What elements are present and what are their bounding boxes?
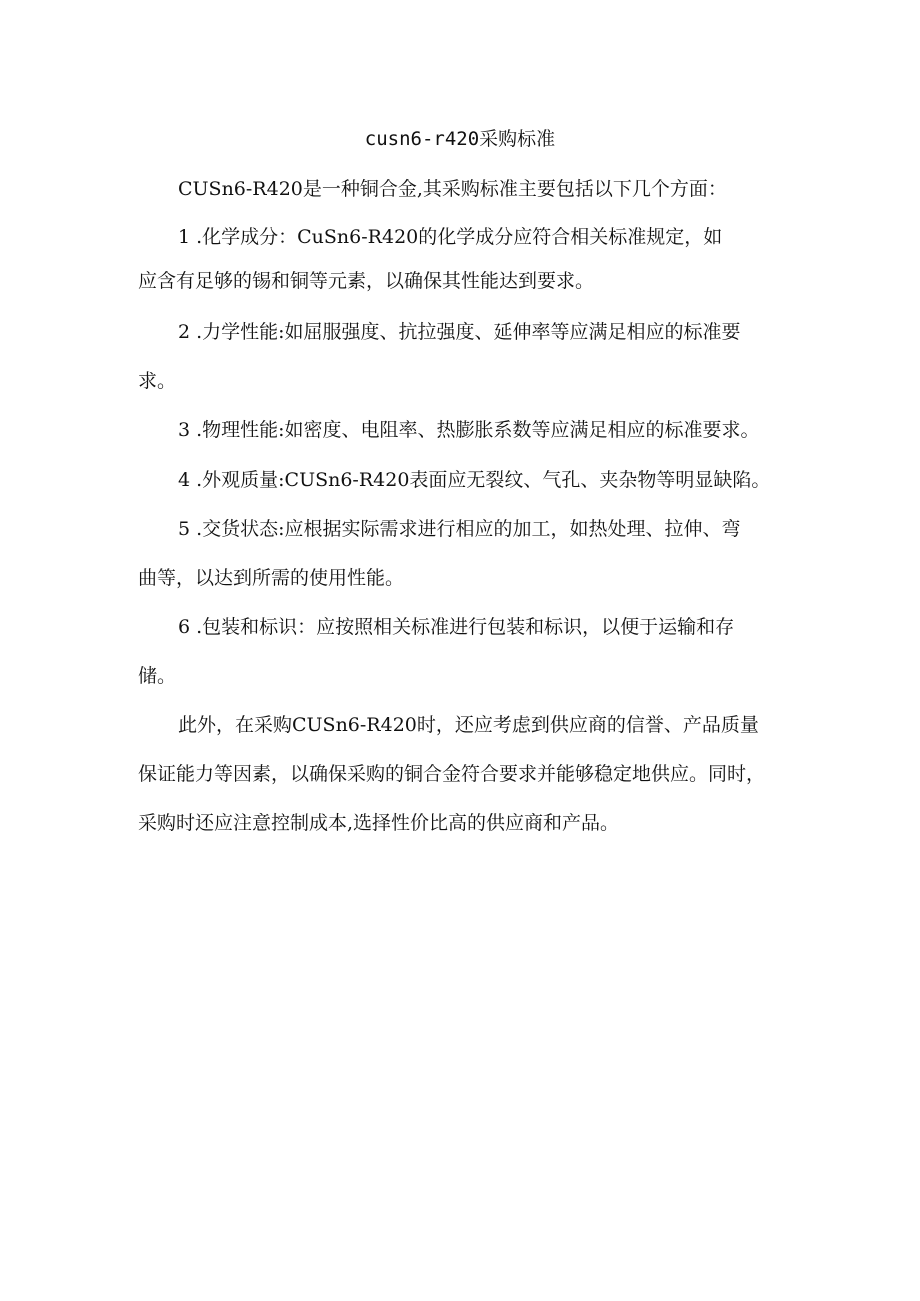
closing-line-3: 采购时还应注意控制成本,选择性价比高的供应商和产品。 [138, 812, 620, 834]
item-6-text: .包装和标识：应按照相关标准进行包装和标识，以便于运输和存 [196, 616, 735, 638]
document-title: cusn6-r420采购标准 [364, 128, 556, 150]
item-1-line-2: 应含有足够的锡和铜等元素，以确保其性能达到要求。 [138, 270, 595, 292]
item-2-line-1 [178, 320, 741, 344]
item-1-line-1 [178, 225, 722, 249]
item-2-text: .力学性能:如屈服强度、抗拉强度、延伸率等应满足相应的标准要 [196, 321, 741, 343]
item-3-text: .物理性能:如密度、电阻率、热膨胀系数等应满足相应的标准要求。 [196, 419, 760, 441]
item-6-line-2: 储。 [138, 665, 177, 687]
item-1-text: .化学成分：CuSn6-R420的化学成分应符合相关标准规定，如 [196, 226, 723, 248]
item-4-number: 4 [178, 469, 191, 491]
closing-line-1: 此外，在采购CUSn6-R420时，还应考虑到供应商的信誉、产品质量 [178, 714, 759, 736]
item-1-number: 1 [178, 226, 191, 248]
item-6-number: 6 [178, 616, 191, 638]
item-5-text: .交货状态:应根据实际需求进行相应的加工，如热处理、拉伸、弯 [196, 518, 741, 540]
item-3-line-1 [178, 418, 760, 442]
item-5-line-1 [178, 517, 741, 541]
item-4-text: .外观质量:CUSn6-R420表面应无裂纹、气孔、夹杂物等明显缺陷。 [196, 469, 771, 491]
item-5-number: 5 [178, 518, 191, 540]
item-5-line-2: 曲等，以达到所需的使用性能。 [138, 567, 405, 589]
item-3-number: 3 [178, 419, 191, 441]
item-2-number: 2 [178, 321, 191, 343]
item-6-line-1 [178, 615, 734, 639]
closing-line-2: 保证能力等因素，以确保采购的铜合金符合要求并能够稳定地供应。同时， [138, 763, 766, 785]
intro-paragraph: CUSn6-R420是一种铜合金,其采购标准主要包括以下几个方面： [178, 178, 727, 200]
item-2-line-2: 求。 [138, 370, 177, 392]
item-4-line-1 [178, 468, 770, 492]
